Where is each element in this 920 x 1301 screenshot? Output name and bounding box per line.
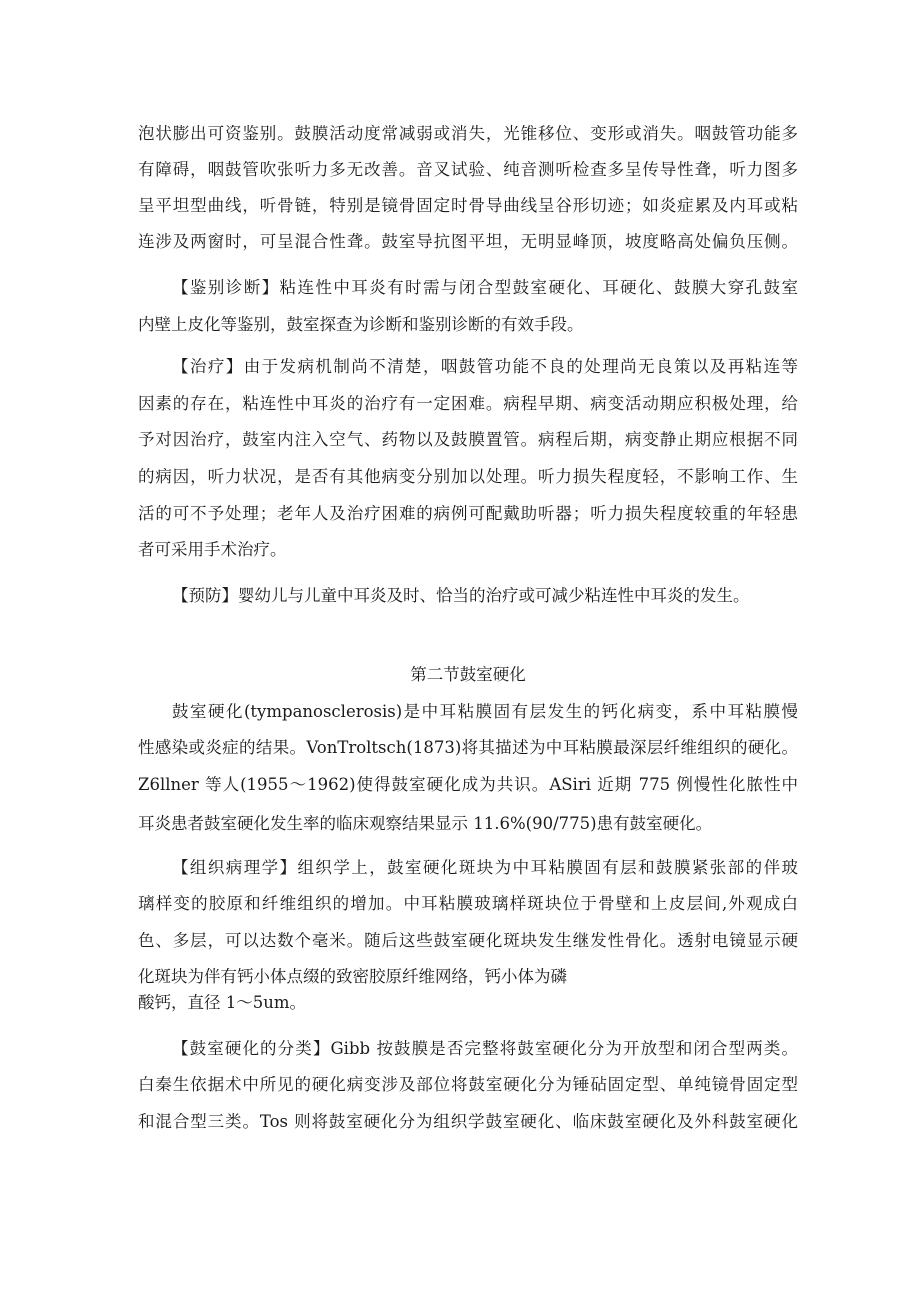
text-line: 【鼓室硬化的分类】Gibb 按鼓膜是否完整将鼓室硬化分为开放型和闭合型两类。 bbox=[172, 1039, 798, 1058]
text-line: 连涉及两窗时，可呈混合性聋。鼓室导抗图平坦，无明显峰顶，坡度略高处偏负压侧。 bbox=[138, 232, 798, 251]
text-line: 色、多层，可以达数个毫米。随后这些鼓室硬化斑块发生继发性骨化。透射电镜显示硬 bbox=[138, 931, 798, 950]
text-line: 【鉴别诊断】粘连性中耳炎有时需与闭合型鼓室硬化、耳硬化、鼓膜大穿孔鼓室 bbox=[172, 278, 798, 297]
text-line: 的病因，听力状况，是否有其他病变分别加以处理。听力损失程度轻，不影响工作、生 bbox=[138, 467, 798, 486]
text-line: 璃样变的胶原和纤维组织的增加。中耳粘膜玻璃样斑块位于骨壁和上皮层间,外观成白 bbox=[138, 894, 798, 913]
text-line: 予对因治疗，鼓室内注入空气、药物以及鼓膜置管。病程后期，病变静止期应根据不同 bbox=[138, 430, 798, 449]
text-line: 因素的存在，粘连性中耳炎的治疗有一定困难。病程早期、病变活动期应积极处理，给 bbox=[138, 394, 798, 413]
text-line: 【组织病理学】组织学上，鼓室硬化斑块为中耳粘膜固有层和鼓膜紧张部的伴玻 bbox=[172, 858, 798, 877]
text-line: 和混合型三类。Tos 则将鼓室硬化分为组织学鼓室硬化、临床鼓室硬化及外科鼓室硬化 bbox=[138, 1112, 798, 1131]
text-line: 泡状膨出可资鉴别。鼓膜活动度常减弱或消失，光锥移位、变形或消失。咽鼓管功能多 bbox=[138, 124, 798, 143]
text-line: 白秦生依据术中所见的硬化病变涉及部位将鼓室硬化分为锤砧固定型、单纯镜骨固定型 bbox=[138, 1075, 798, 1094]
text-line: 耳炎患者鼓室硬化发生率的临床观察结果显示 11.6%(90/775)患有鼓室硬化。 bbox=[138, 814, 713, 833]
text-line: 酸钙，直径 1～5um。 bbox=[138, 993, 307, 1012]
text-line: 鼓室硬化(tympanosclerosis)是中耳粘膜固有层发生的钙化病变，系中耳粘膜慢 bbox=[172, 702, 798, 721]
text-line: 化斑块为伴有钙小体点缀的致密胶原纤维网络，钙小体为磷 bbox=[138, 967, 567, 986]
text-line: Z6llner 等人(1955～1962)使得鼓室硬化成为共识。ASiri 近期 775 例慢性化脓性中 bbox=[138, 775, 798, 794]
text-line: 者可采用手术治疗。 bbox=[138, 540, 287, 559]
text-line: 呈平坦型曲线，听骨链，特别是镜骨固定时骨导曲线呈谷形切迹；如炎症累及内耳或粘 bbox=[138, 196, 798, 215]
text-line: 【治疗】由于发病机制尚不清楚，咽鼓管功能不良的处理尚无良策以及再粘连等 bbox=[172, 357, 798, 376]
text-line: 有障碍，咽鼓管吹张听力多无改善。音叉试验、纯音测听检查多呈传导性聋，听力图多 bbox=[138, 160, 798, 179]
section-heading: 第二节鼓室硬化 bbox=[410, 665, 526, 684]
text-line: 活的可不予处理；老年人及治疗困难的病例可配戴助听器；听力损失程度较重的年轻患 bbox=[138, 504, 798, 523]
text-line: 【预防】婴幼儿与儿童中耳炎及时、恰当的治疗或可减少粘连性中耳炎的发生。 bbox=[172, 586, 750, 605]
text-line: 内壁上皮化等鉴别，鼓室探查为诊断和鉴别诊断的有效手段。 bbox=[138, 315, 584, 334]
text-line: 性感染或炎症的结果。VonTroltsch(1873)将其描述为中耳粘膜最深层纤维组织的硬化。 bbox=[138, 738, 798, 757]
